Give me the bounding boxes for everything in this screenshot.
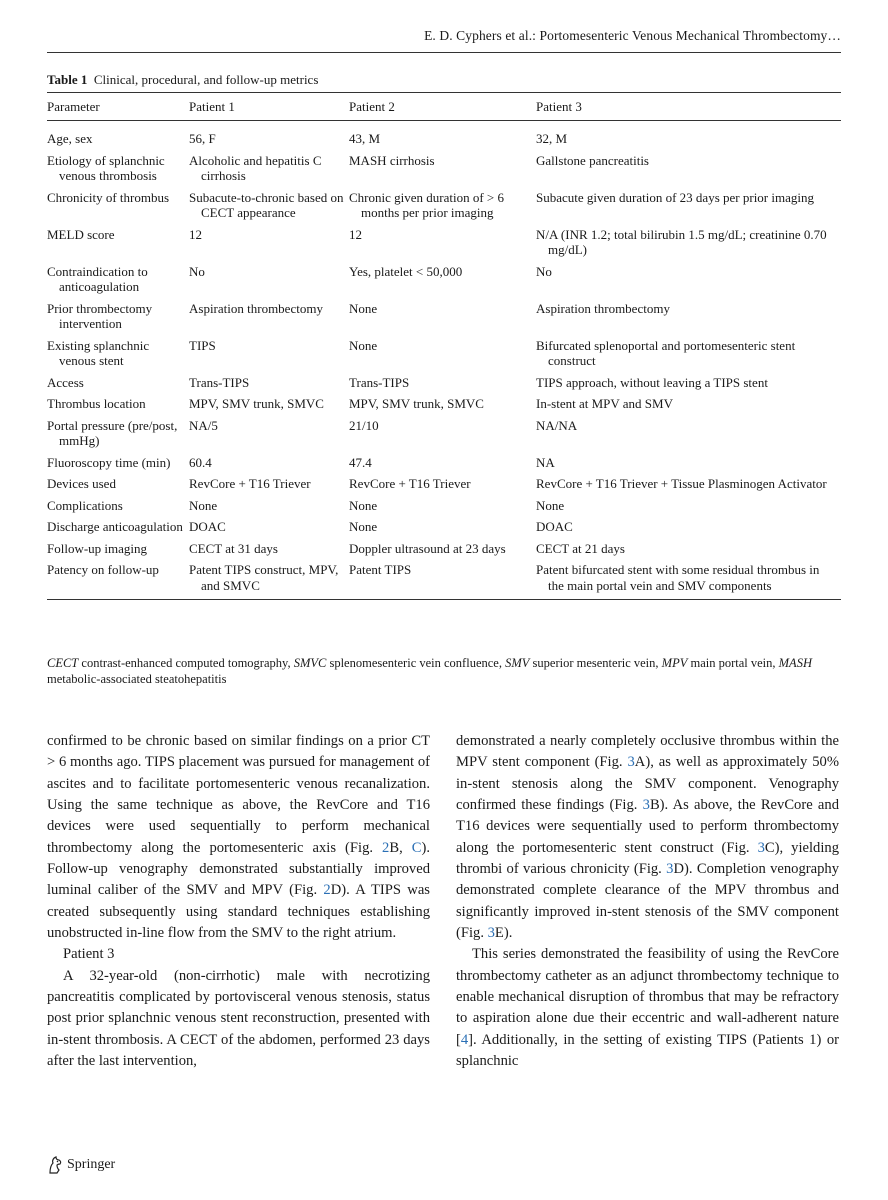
table-row (47, 261, 841, 298)
patient-1-cell: 60.4 (189, 454, 212, 470)
text-run: confirmed to be chronic based on similar findings on a prior CT > 6 months ago. TIPS placement was pursued for management of ascites and to facilitate portomesenteric venous recanalization. Using the same technique as above, the RevCore and T16 devices were used sequentially to perform mechanical thrombectomy along the portomesenteric axis (Fig. (47, 733, 430, 856)
table-footnote (47, 655, 847, 687)
running-head: E. D. Cyphers et al.: Portomesenteric Venous Mechanical Thrombectomy… (424, 28, 841, 43)
header-patient-1: Patient 1 (189, 93, 349, 121)
patient-1-cell: Patent TIPS construct, MPV, and SMVC (189, 559, 349, 600)
text-run: Patient 3 (63, 946, 115, 963)
patient-2-cell: 21/10 (349, 417, 379, 433)
patient-1-cell: DOAC (189, 519, 226, 534)
footnote-abbreviation: SMVC (293, 656, 327, 670)
patient-2-cell: MASH cirrhosis (349, 152, 435, 168)
footnote-abbreviation: CECT (47, 656, 79, 670)
figure-reference-link[interactable]: 3 (757, 839, 765, 856)
patient-1-cell: NA/5 (189, 417, 218, 433)
patient-2-cell: MPV, SMV trunk, SMVC (349, 396, 484, 411)
footnote-definition: superior mesenteric vein, (529, 656, 662, 670)
paragraph (47, 731, 430, 944)
parameter-cell: Patency on follow-up (47, 559, 189, 600)
text-run: ]. Additionally, in the setting of existing TIPS (Patients 1) or splanchnic (456, 1031, 839, 1070)
patient-1-cell: Aspiration thrombectomy (189, 300, 323, 316)
text-run: B, (389, 839, 412, 856)
publisher-footer (47, 1156, 115, 1174)
patient-1-cell: CECT at 31 days (189, 540, 278, 556)
parameter-cell: Prior thrombectomy intervention (47, 300, 153, 331)
parameter-cell: Thrombus location (47, 396, 146, 411)
parameter-cell: Devices used (47, 476, 116, 491)
body-column-right (456, 731, 839, 1073)
publisher-name: Springer (67, 1157, 116, 1172)
table-row (47, 538, 841, 560)
text-run: A 32-year-old (non-cirrhotic) male with necrotizing pancreatitis complicated by portovisceral venous stenosis, status post prior splanchnic venous stent reconstruction, presented with in-stent thrombosis. A CECT of the abdomen, performed 23 days after the last intervention, (47, 967, 430, 1070)
text-run: A), as well as approximately 50% in-stent stenosis along the SMV component. Venography confirmed these findings (Fig. (456, 754, 839, 814)
patient-3-cell: Aspiration thrombectomy (536, 300, 670, 316)
parameter-cell: Complications (47, 497, 123, 513)
table-row (47, 473, 841, 495)
patient-3-cell: N/A (INR 1.2; total bilirubin 1.5 mg/dL; creatinine 0.70 mg/dL) (536, 226, 827, 257)
patient-2-cell: 43, M (349, 131, 381, 146)
subheading-patient-3 (47, 944, 430, 965)
table-row (47, 495, 841, 517)
figure-reference-link[interactable]: 3 (627, 754, 635, 771)
footnote-abbreviation: MASH (778, 656, 812, 670)
table-header-row (47, 93, 841, 121)
table-caption (47, 72, 318, 88)
patient-3-cell: TIPS approach, without leaving a TIPS stent (536, 374, 768, 390)
patient-3-cell: RevCore + T16 Triever + Tissue Plasminogen Activator (536, 476, 827, 491)
figure-reference-link[interactable]: 3 (642, 797, 650, 814)
figure-reference-link[interactable]: 3 (487, 925, 495, 942)
patient-2-cell: Doppler ultrasound at 23 days (349, 540, 506, 556)
parameter-cell: MELD score (47, 226, 115, 242)
table-row (47, 224, 841, 261)
patient-3-cell: CECT at 21 days (536, 540, 625, 556)
metrics-table (47, 92, 841, 600)
text-run: E). (494, 925, 513, 942)
figure-reference-link[interactable]: C (411, 839, 422, 856)
patient-2-cell: None (349, 497, 378, 513)
table-row (47, 516, 841, 538)
header-parameter: Parameter (47, 93, 189, 121)
text-run: B). As above, the RevCore and T16 devices were sequentially used to perform thrombectomy along the portomesenteric stent construct (Fig. (456, 797, 839, 856)
parameter-cell: Access (47, 374, 84, 390)
text-run: demonstrated a nearly completely occlusive thrombus within the MPV stent component (Fig. (456, 733, 839, 771)
patient-2-cell: Trans-TIPS (349, 374, 410, 390)
footnote-abbreviation: MPV (661, 656, 688, 670)
patient-3-cell: No (536, 263, 552, 279)
text-run: D). A TIPS was created subsequently using standard techniques establishing unobstructed in-line flow from the SMV to the right atrium. (47, 882, 430, 942)
figure-reference-link[interactable]: 3 (666, 861, 674, 878)
springer-horse-icon (47, 1156, 63, 1174)
patient-2-cell: 12 (349, 226, 362, 242)
parameter-cell: Chronicity of thrombus (47, 189, 170, 205)
patient-1-cell: MPV, SMV trunk, SMVC (189, 396, 324, 411)
table-row (47, 559, 841, 600)
patient-3-cell: Patent bifurcated stent with some residual thrombus in the main portal vein and SMV components (536, 559, 841, 600)
parameter-cell: Contraindication to anticoagulation (47, 263, 148, 294)
header-rule (47, 52, 841, 53)
parameter-cell: Portal pressure (pre/post, mmHg) (47, 417, 178, 448)
patient-1-cell: 12 (189, 226, 202, 242)
patient-2-cell: RevCore + T16 Triever (349, 476, 471, 491)
text-run: C), yielding thrombi of various chronicity (Fig. (456, 839, 839, 878)
figure-reference-link[interactable]: 2 (323, 882, 331, 899)
patient-3-cell: Subacute given duration of 23 days per prior imaging (536, 189, 814, 205)
patient-2-cell: None (349, 300, 378, 316)
parameter-cell: Existing splanchnic venous stent (47, 337, 150, 368)
patient-2-cell: Chronic given duration of > 6 months per prior imaging (349, 189, 504, 220)
figure-reference-link[interactable]: 2 (382, 839, 390, 856)
patient-1-cell: No (189, 263, 205, 279)
patient-3-cell: DOAC (536, 519, 573, 534)
text-run: This series demonstrated the feasibility of using the RevCore thrombectomy catheter as an adjunct thrombectomy technique to enable mechanical disruption of thrombus that may be refractory to aspiration alone due their eccentric and wall-adherent nature [ (456, 946, 839, 1048)
table-caption-text: Clinical, procedural, and follow-up metrics (93, 72, 319, 87)
paragraph (456, 944, 839, 1072)
patient-3-cell: Gallstone pancreatitis (536, 152, 649, 168)
patient-2-cell: Patent TIPS (349, 559, 536, 600)
table-row (47, 150, 841, 187)
patient-1-cell: None (189, 497, 218, 513)
table-row (47, 298, 841, 335)
patient-2-cell: None (349, 519, 378, 534)
footnote-abbreviation: SMV (505, 656, 530, 670)
body-column-left (47, 731, 430, 1073)
patient-2-cell: None (349, 337, 378, 353)
table-row (47, 335, 841, 372)
footnote-definition: contrast-enhanced computed tomography, (78, 656, 294, 670)
table-row (47, 415, 841, 452)
paragraph (47, 966, 430, 1073)
figure-reference-link[interactable]: 4 (460, 1031, 469, 1048)
table-row (47, 452, 841, 474)
footnote-definition: metabolic-associated steatohepatitis (47, 672, 227, 686)
patient-1-cell: Alcoholic and hepatitis C cirrhosis (189, 152, 322, 183)
patient-1-cell: Subacute-to-chronic based on CECT appearance (189, 189, 344, 220)
footnote-definition: splenomesenteric vein confluence, (326, 656, 506, 670)
patient-1-cell: 56, F (189, 131, 216, 146)
table-row (47, 372, 841, 394)
patient-3-cell: Bifurcated splenoportal and portomesenteric stent construct (536, 337, 796, 368)
table-row (47, 187, 841, 224)
text-run: D). Completion venography demonstrated complete clearance of the MPV thrombus and significantly improved in-stent stenosis of the SMV component (Fig. (456, 861, 839, 942)
text-run: ). Follow-up venography demonstrated substantially improved luminal caliber of the SMV and MPV (Fig. (47, 839, 431, 899)
patient-3-cell: None (536, 497, 565, 513)
header-patient-2: Patient 2 (349, 93, 536, 121)
header-patient-3: Patient 3 (536, 93, 841, 121)
patient-3-cell: NA (536, 454, 555, 470)
patient-1-cell: Trans-TIPS (189, 374, 250, 390)
patient-1-cell: RevCore + T16 Triever (189, 476, 311, 491)
patient-1-cell: TIPS (189, 337, 216, 353)
parameter-cell: Age, sex (47, 131, 93, 146)
footnote-definition: main portal vein, (687, 656, 779, 670)
table-row (47, 393, 841, 415)
parameter-cell: Discharge anticoagulation (47, 519, 183, 534)
patient-2-cell: Yes, platelet < 50,000 (349, 263, 463, 279)
parameter-cell: Fluoroscopy time (min) (47, 454, 171, 470)
paragraph (456, 731, 839, 944)
table-body (47, 121, 841, 600)
table-caption-label: Table 1 (47, 72, 88, 87)
patient-3-cell: In-stent at MPV and SMV (536, 396, 673, 411)
patient-2-cell: 47.4 (349, 454, 372, 470)
parameter-cell: Etiology of splanchnic venous thrombosis (47, 152, 165, 183)
patient-3-cell: 32, M (536, 131, 568, 146)
parameter-cell: Follow-up imaging (47, 540, 148, 556)
table-row (47, 121, 841, 150)
patient-3-cell: NA/NA (536, 417, 578, 433)
